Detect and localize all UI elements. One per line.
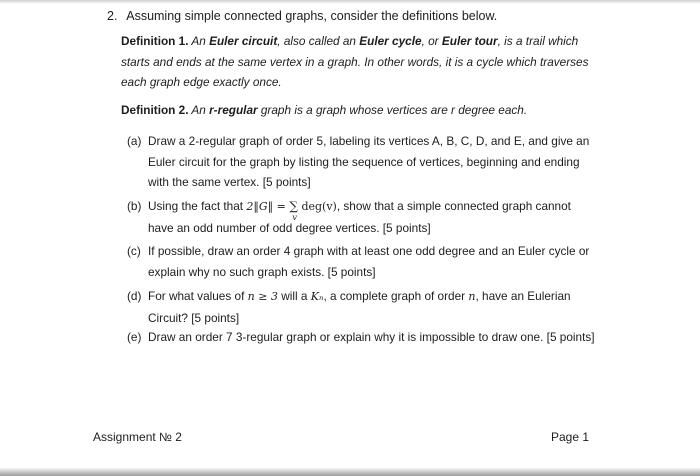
definition-1-text: , is a trail which starts and ends at the same vertex in a graph. In other words, it is a cycle which traverses each graph edge exactly once.	[121, 34, 589, 89]
part-a-text: Draw a 2-regular graph of order 5, labeling its vertices A, B, C, D, and E, and give an Euler circuit for the graph by listing the sequence of vertices, beginning and ending with the same vertex. [5 points]	[148, 134, 590, 189]
definition-1-text: An	[191, 34, 206, 48]
question-number: 2.	[107, 9, 118, 23]
sigma-symbol	[289, 199, 298, 222]
definition-1	[121, 31, 601, 93]
definition-2-text: graph is a graph whose vertices are r degree each.	[260, 103, 528, 117]
definition-2	[121, 100, 601, 121]
part-e-text: Draw an order 7 3-regular graph or explain why it is impossible to draw one. [5 points]	[148, 330, 595, 344]
part-b-text: Using the fact that	[148, 199, 244, 213]
part-d	[127, 286, 597, 328]
definition-2-text: An	[191, 103, 206, 117]
part-b-label: (b)	[127, 199, 142, 213]
part-a	[127, 131, 597, 193]
math-kn	[311, 290, 324, 303]
part-b-text: , show that a simple connected graph cannot have an odd number of odd degree vertices. [5 points]	[148, 199, 571, 235]
part-d-text: , a complete graph of order	[323, 289, 466, 303]
math-kn-text: Kₙ	[310, 290, 324, 303]
part-c-text: If possible, draw an order 4 graph with at least one odd degree and an Euler cycle or explain why no such graph exists. [5 points]	[148, 244, 590, 279]
sigma-subscript: v	[292, 213, 297, 222]
assignment-label: Assignment № 2	[93, 430, 182, 444]
definition-1-text: , also called an	[277, 34, 356, 48]
definition-1-text: , or	[421, 34, 439, 48]
part-c	[127, 241, 597, 282]
term-r-regular: r-regular	[209, 103, 258, 117]
part-d-text: , have an Eulerian Circuit? [5 points]	[148, 289, 571, 325]
part-d-body	[148, 286, 597, 328]
formula-lhs: 2‖G‖ =	[246, 200, 286, 213]
term-euler-tour: Euler tour	[441, 34, 498, 48]
formula-rhs: deg(v)	[301, 200, 337, 213]
part-e	[127, 327, 597, 348]
math-n-text: n	[468, 290, 476, 303]
page-number: Page 1	[551, 430, 590, 444]
part-d-text: will a	[281, 289, 308, 303]
part-b	[127, 196, 597, 238]
part-a-label: (a)	[127, 134, 142, 148]
definition-2-label: Definition 2.	[121, 103, 189, 117]
part-b-body	[148, 196, 597, 238]
sigma-glyph: ∑	[289, 199, 298, 213]
term-euler-circuit: Euler circuit	[209, 34, 278, 48]
definition-1-label: Definition 1.	[121, 34, 189, 48]
math-n-ge-3-text: n ≥ 3	[247, 290, 278, 303]
math-n-ge-3	[248, 290, 278, 303]
term-euler-cycle: Euler cycle	[359, 34, 422, 48]
question-heading-text: Assuming simple connected graphs, consider the definitions below.	[126, 9, 498, 23]
part-d-text: For what values of	[148, 289, 245, 303]
bottom-edge-shadow	[0, 468, 700, 476]
part-d-label: (d)	[127, 289, 142, 303]
question-heading	[107, 9, 497, 23]
degree-sum-formula	[246, 199, 337, 222]
part-e-label: (e)	[127, 330, 142, 344]
part-c-label: (c)	[127, 244, 141, 258]
